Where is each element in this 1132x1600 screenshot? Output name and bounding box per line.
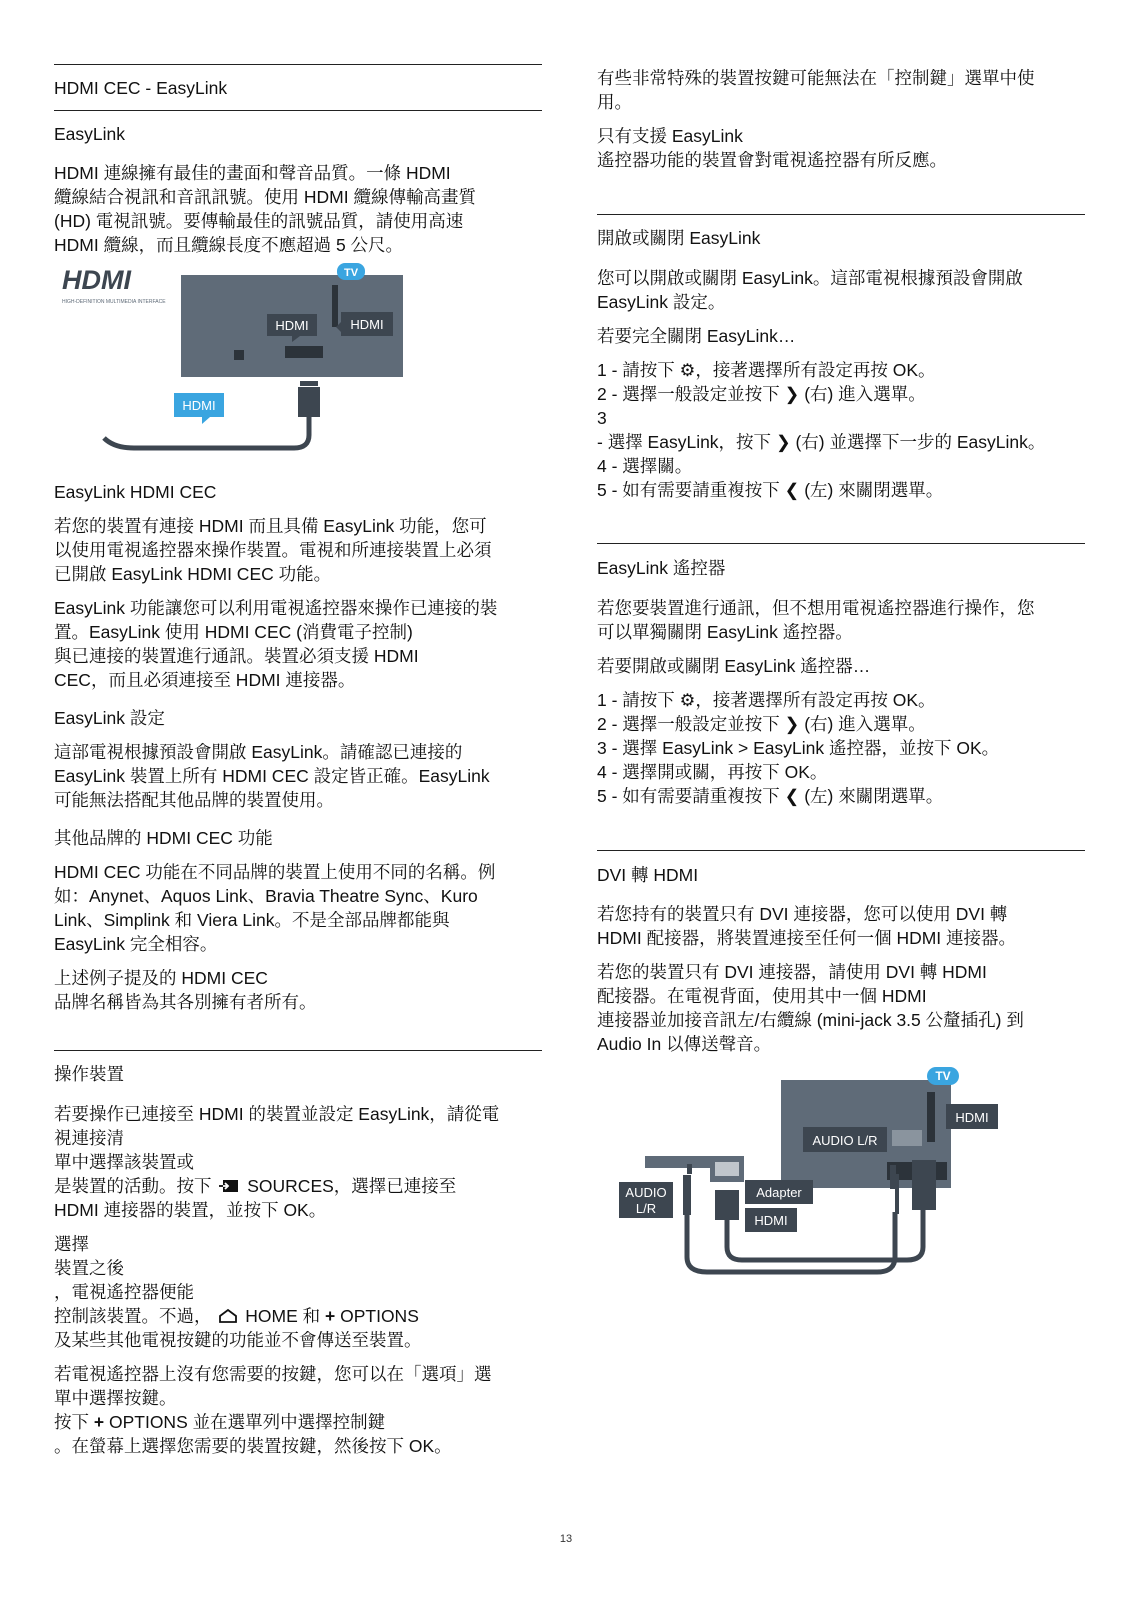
- step-text: (左) 來關閉選單。: [804, 480, 944, 500]
- label-hdmi-tv: [946, 1104, 998, 1129]
- subsection-title-easylink: EasyLink: [54, 124, 126, 144]
- label-hdmi-device: [745, 1208, 797, 1232]
- step-text: (右) 進入選單。: [804, 714, 926, 734]
- hdmi-cable: [104, 417, 309, 448]
- step-text: - 選擇 EasyLink，按下: [597, 432, 772, 452]
- section-title-hdmi-cec: HDMI CEC - EasyLink: [54, 78, 228, 98]
- operate-text: HOME 和: [245, 1306, 321, 1326]
- hdmi-plug: [298, 387, 320, 417]
- dvi-line: 若您持有的裝置只有 DVI 連接器，您可以使用 DVI 轉: [597, 904, 1008, 924]
- settings-line: 可能無法搭配其他品牌的裝置使用。: [54, 790, 334, 810]
- section-divider: [54, 110, 542, 111]
- remote-step: 4 - 選擇開或關，再按下 OK。: [597, 762, 828, 782]
- tv-badge: [337, 263, 365, 280]
- remote-intro: 若要開啟或關閉 EasyLink 遙控器…: [597, 656, 871, 676]
- dvi-line: 連接器並加接音訊左/右纜線 (mini-jack 3.5 公釐插孔) 到: [597, 1010, 1024, 1030]
- svg-text:HIGH-DEFINITION MULTIMEDIA INT: HIGH-DEFINITION MULTIMEDIA INTERFACE: [62, 299, 166, 305]
- step-text: (右) 進入選單。: [804, 384, 926, 404]
- svg-text:L/R: L/R: [635, 1201, 657, 1216]
- section-title-dvi: DVI 轉 HDMI: [597, 865, 699, 885]
- intro-line: 纜線結合視訊和音訊訊號。使用 HDMI 纜線傳輸高畫質: [54, 187, 476, 207]
- plus-icon: +: [93, 1412, 105, 1432]
- label-audio-device: [619, 1182, 673, 1218]
- section-divider: [597, 214, 1085, 215]
- brands-line: 如：Anynet、Aquos Link、Bravia Theatre Sync、Kuro: [54, 886, 478, 906]
- gear-icon: ⚙: [679, 690, 696, 710]
- onoff-step: [597, 478, 943, 502]
- onoff-step: [597, 430, 1045, 454]
- operate-line: ，電視遙控器便能: [54, 1282, 194, 1302]
- hdmi-connection-diagram: [54, 260, 454, 460]
- operate-text: OPTIONS 並在選單列中選擇控制鍵: [108, 1412, 386, 1432]
- step-text: ，接著選擇所有設定再按 OK。: [695, 690, 936, 710]
- special-line: 用。: [597, 92, 632, 112]
- section-divider: [597, 850, 1085, 851]
- label-hdmi-tv-2: [341, 312, 393, 336]
- chevron-right-icon: ❯: [775, 432, 791, 452]
- section-title-remote: EasyLink 遙控器: [597, 558, 726, 578]
- onoff-step: 4 - 選擇關。: [597, 456, 693, 476]
- operate-line: 單中選擇該裝置或: [54, 1152, 194, 1172]
- home-icon: [218, 1308, 238, 1324]
- support-line: 遙控器功能的裝置會對電視遙控器有所反應。: [597, 150, 947, 170]
- tv-connector-slot: [332, 285, 338, 327]
- settings-line: EasyLink 裝置上所有 HDMI CEC 設定皆正確。EasyLink: [54, 766, 490, 786]
- operate-text: SOURCES，選擇已連接至: [247, 1176, 457, 1196]
- svg-text:HDMI: HDMI: [754, 1213, 788, 1228]
- onoff-step: [597, 358, 936, 382]
- label-hdmi-device: [174, 393, 224, 424]
- onoff-step: 3: [597, 408, 607, 428]
- section-divider: [54, 64, 542, 65]
- section-divider: [54, 1050, 542, 1051]
- operate-line: HDMI 連接器的裝置，並按下 OK。: [54, 1200, 327, 1220]
- cec-line: EasyLink 功能讓您可以利用電視遙控器來操作已連接的裝: [54, 598, 498, 618]
- dvi-line: Audio In 以傳送聲音。: [597, 1034, 772, 1054]
- cec-line: 以使用電視遙控器來操作裝置。電視和所連接裝置上必須: [54, 540, 492, 560]
- step-text: (左) 來關閉選單。: [804, 786, 944, 806]
- remote-step: [597, 712, 926, 736]
- svg-text:HDMI: HDMI: [955, 1110, 989, 1125]
- operate-line: 裝置之後: [54, 1258, 124, 1278]
- chevron-left-icon: ❮: [784, 786, 800, 806]
- operate-line: 視連接清: [54, 1128, 124, 1148]
- svg-text:Adapter: Adapter: [756, 1185, 802, 1200]
- svg-text:HDMI: HDMI: [350, 317, 384, 332]
- operate-line: 及某些其他電視按鍵的功能並不會傳送至裝置。: [54, 1330, 422, 1350]
- dvi-line: 配接器。在電視背面，使用其中一個 HDMI: [597, 986, 927, 1006]
- dvi-to-hdmi-diagram: [617, 1062, 1037, 1302]
- intro-line: HDMI 纜線，而且纜線長度不應超過 5 公尺。: [54, 235, 404, 255]
- svg-text:HDMI: HDMI: [62, 265, 131, 295]
- heading-easylink-settings: EasyLink 設定: [54, 708, 165, 728]
- settings-line: 這部電視根據預設會開啟 EasyLink。請確認已連接的: [54, 742, 463, 762]
- operate-line: [54, 1304, 419, 1328]
- section-divider: [597, 543, 1085, 544]
- cec-line: 置。EasyLink 使用 HDMI CEC (消費電子控制): [54, 622, 413, 642]
- operate-text: 控制該裝置。不過，: [54, 1306, 212, 1326]
- chevron-right-icon: ❯: [784, 384, 800, 404]
- onoff-step: [597, 382, 926, 406]
- plus-icon: +: [325, 1306, 336, 1326]
- svg-text:TV: TV: [343, 267, 359, 279]
- special-line: 有些非常特殊的裝置按鍵可能無法在「控制鍵」選單中使: [597, 68, 1035, 88]
- heading-other-brands: 其他品牌的 HDMI CEC 功能: [54, 828, 273, 848]
- step-text: ，接著選擇所有設定再按 OK。: [695, 360, 936, 380]
- onoff-line: EasyLink 設定。: [597, 292, 726, 312]
- step-text: 5 - 如有需要請重複按下: [597, 480, 780, 500]
- remote-step: [597, 688, 936, 712]
- operate-text: 是裝置的活動。按下: [54, 1176, 212, 1196]
- tv-hdmi-port: [285, 346, 323, 358]
- chevron-right-icon: ❯: [784, 714, 800, 734]
- operate-line: [54, 1410, 385, 1434]
- label-audio-tv: [803, 1127, 887, 1152]
- step-text: 2 - 選擇一般設定並按下: [597, 384, 780, 404]
- brands-line: HDMI CEC 功能在不同品牌的裝置上使用不同的名稱。例: [54, 862, 496, 882]
- cec-line: 與已連接的裝置進行通訊。裝置必須支援 HDMI: [54, 646, 419, 666]
- operate-line: 選擇: [54, 1234, 89, 1254]
- hdmi-logo: [62, 265, 166, 305]
- dvi-line: 若您的裝置只有 DVI 連接器，請使用 DVI 轉 HDMI: [597, 962, 987, 982]
- trademark-line: 上述例子提及的 HDMI CEC: [54, 968, 268, 988]
- step-text: 1 - 請按下: [597, 360, 675, 380]
- remote-step: 3 - 選擇 EasyLink > EasyLink 遙控器，並按下 OK。: [597, 738, 1000, 758]
- onoff-line: 您可以開啟或關閉 EasyLink。這部電視根據預設會開啟: [597, 268, 1023, 288]
- page-number: 13: [559, 1533, 573, 1545]
- cec-line: 已開啟 EasyLink HDMI CEC 功能。: [54, 564, 332, 584]
- label-adapter: [745, 1180, 813, 1204]
- svg-text:HDMI: HDMI: [182, 398, 216, 413]
- step-text: 2 - 選擇一般設定並按下: [597, 714, 780, 734]
- svg-text:HDMI: HDMI: [275, 318, 309, 333]
- dvi-line: HDMI 配接器，將裝置連接至任何一個 HDMI 連接器。: [597, 928, 1017, 948]
- remote-line: 若您要裝置進行通訊，但不想用電視遙控器進行操作，您: [597, 598, 1035, 618]
- brands-line: EasyLink 完全相容。: [54, 934, 218, 954]
- operate-line: 單中選擇按鍵。: [54, 1388, 177, 1408]
- svg-text:AUDIO L/R: AUDIO L/R: [812, 1133, 878, 1148]
- heading-easylink-hdmi-cec: EasyLink HDMI CEC: [54, 482, 217, 502]
- trademark-line: 品牌名稱皆為其各別擁有者所有。: [54, 992, 317, 1012]
- svg-text:TV: TV: [935, 1069, 951, 1083]
- remote-step: [597, 784, 943, 808]
- onoff-intro: 若要完全關閉 EasyLink…: [597, 326, 796, 346]
- svg-text:AUDIO: AUDIO: [625, 1185, 667, 1200]
- operate-text: OPTIONS: [340, 1306, 419, 1326]
- operate-line: [54, 1174, 456, 1198]
- intro-line: (HD) 電視訊號。要傳輸最佳的訊號品質，請使用高速: [54, 211, 464, 231]
- cec-line: 若您的裝置有連接 HDMI 而且具備 EasyLink 功能，您可: [54, 516, 487, 536]
- chevron-left-icon: ❮: [784, 480, 800, 500]
- sources-icon: [219, 1179, 239, 1193]
- section-title-onoff: 開啟或關閉 EasyLink: [597, 228, 761, 248]
- step-text: 5 - 如有需要請重複按下: [597, 786, 780, 806]
- remote-line: 可以單獨關閉 EasyLink 遙控器。: [597, 622, 853, 642]
- gear-icon: ⚙: [679, 360, 696, 380]
- adapter: [715, 1190, 739, 1220]
- support-line: 只有支援 EasyLink: [597, 126, 743, 146]
- tv-badge: [927, 1067, 959, 1085]
- operate-text: 按下: [54, 1412, 89, 1432]
- operate-line: 若電視遙控器上沒有您需要的按鍵，您可以在「選項」選: [54, 1364, 492, 1384]
- section-title-operate: 操作裝置: [54, 1064, 124, 1084]
- label-hdmi-tv-1: [267, 314, 317, 336]
- step-text: (右) 並選擇下一步的 EasyLink。: [795, 432, 1046, 452]
- operate-line: 若要操作已連接至 HDMI 的裝置並設定 EasyLink，請從電: [54, 1104, 500, 1124]
- cec-line: CEC，而且必須連接至 HDMI 連接器。: [54, 670, 356, 690]
- brands-line: Link、Simplink 和 Viera Link。不是全部品牌都能與: [54, 910, 450, 930]
- operate-line: 。在螢幕上選擇您需要的裝置按鍵，然後按下 OK。: [54, 1436, 452, 1456]
- step-text: 1 - 請按下: [597, 690, 675, 710]
- intro-line: HDMI 連線擁有最佳的畫面和聲音品質。一條 HDMI: [54, 163, 451, 183]
